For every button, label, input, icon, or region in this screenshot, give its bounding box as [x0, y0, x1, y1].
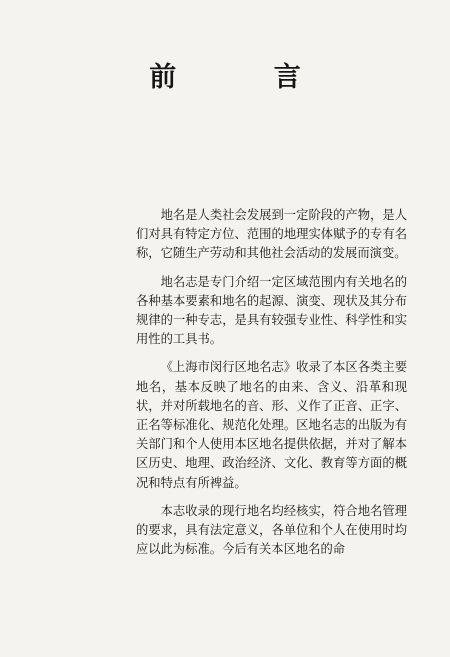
- page-title: 前 言: [149, 62, 345, 93]
- preface-body: [136, 206, 407, 559]
- paragraph-1: 地名是人类社会发展到一定阶段的产物，是人们对具有特定方位、范围的地理实体赋予的专有名称，它随生产劳动和其他社会活动的发展而演变。: [136, 208, 407, 261]
- paragraph-2: 地名志是专门介绍一定区域范围内有关地名的各种基本要素和地名的起源、演变、现状及其分布规律的一种专志，是具有较强专业性、科学性和实用性的工具书。: [136, 274, 407, 347]
- paragraph-3: 《上海市闵行区地名志》收录了本区各类主要地名，基本反映了地名的由来、含义、沿革和现状，并对所载地名的音、形、义作了正音、正字、正名等标准化、规范化处理。区地名志的出版为有关部门和个人使用本区地名提供依据，并对了解本区历史、地理、政治经济、文化、教育等方面的概况和特点有所裨益。: [136, 360, 407, 490]
- paragraph-4: 本志收录的现行地名均经核实，符合地名管理的要求，具有法定意义，各单位和个人在使用时均应以此为标准。今后有关本区地名的命: [136, 503, 407, 557]
